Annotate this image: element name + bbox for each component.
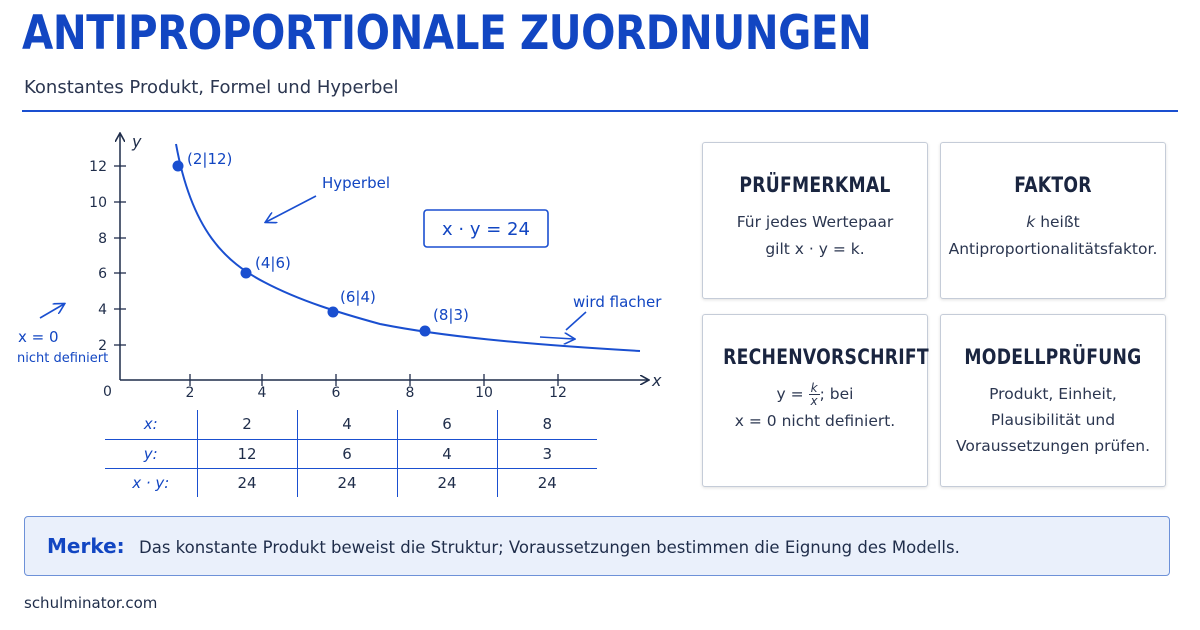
- point-label: (8|3): [433, 306, 469, 324]
- hyperbola-label: Hyperbel: [322, 174, 390, 192]
- table-cell: 8: [497, 410, 597, 439]
- table-cell: 6: [297, 439, 397, 468]
- card-pruefmerkmal: [702, 142, 928, 299]
- card-rechenvorschrift: [702, 314, 928, 487]
- undefined-arrow: [40, 304, 64, 318]
- table-cell: 4: [397, 439, 497, 468]
- y-tick-label: 10: [89, 195, 107, 211]
- card-modellpruefung: [940, 314, 1166, 487]
- card-title: MODELLPRÜFUNG: [964, 345, 1142, 369]
- card-text: [941, 381, 1165, 459]
- table-cell: 2: [197, 410, 297, 439]
- data-point: [420, 326, 431, 337]
- table-cell: 24: [397, 468, 497, 497]
- x-tick-label: 8: [405, 385, 415, 401]
- point-label: (2|12): [187, 150, 233, 168]
- table-cell: 24: [197, 468, 297, 497]
- table-row: [105, 468, 597, 497]
- card-line: Plausibilität und: [990, 411, 1116, 429]
- card-line: Voraussetzungen prüfen.: [955, 437, 1151, 455]
- x-tick-label: 4: [257, 385, 267, 401]
- card-line: gilt x · y = k.: [765, 240, 865, 258]
- card-line: Antiproportionalitätsfaktor.: [948, 240, 1158, 258]
- undefined-label: nicht definiert: [17, 351, 109, 366]
- card-text: [703, 209, 927, 263]
- table-cell: 24: [297, 468, 397, 497]
- row-label: x:: [105, 410, 197, 439]
- merke-box: [24, 516, 1170, 576]
- y-tick-label: 6: [98, 266, 107, 282]
- hyperbola-curve: [176, 144, 640, 351]
- origin-label: 0: [103, 384, 112, 400]
- card-faktor: [940, 142, 1166, 299]
- x-tick-label: 6: [331, 385, 341, 401]
- data-point: [173, 161, 184, 172]
- point-label: (4|6): [255, 254, 291, 272]
- header-divider: [22, 110, 1178, 112]
- x-tick-label: 2: [185, 385, 195, 401]
- y-tick-label: 12: [89, 159, 107, 175]
- page-title: ANTIPROPORTIONALE ZUORDNUNGEN: [22, 6, 872, 61]
- card-text: [941, 209, 1165, 263]
- card-line: Produkt, Einheit,: [989, 385, 1117, 403]
- row-label: x · y:: [132, 473, 170, 492]
- flatter-pointer: [566, 312, 586, 330]
- point-label: (6|4): [340, 288, 376, 306]
- flatter-arrow: [540, 337, 574, 339]
- y-tick-label: 4: [98, 302, 107, 318]
- footer-site: schulminator.com: [24, 594, 158, 612]
- card-title: RECHENVORSCHRIFT: [723, 345, 929, 369]
- card-line: x = 0 nicht definiert.: [734, 412, 896, 430]
- merke-text: Das konstante Produkt beweist die Struktur; Voraussetzungen bestimmen die Eignung des Modells.: [139, 538, 960, 557]
- merke-label: Merke:: [47, 534, 125, 558]
- card-title: FAKTOR: [1014, 173, 1092, 197]
- value-table: [105, 410, 597, 497]
- x-ticks: [186, 374, 567, 401]
- equation-left: y =: [776, 385, 809, 403]
- table-row: [105, 439, 597, 468]
- table-row: [105, 410, 597, 439]
- card-title: PRÜFMERKMAL: [739, 173, 891, 197]
- row-label: y:: [105, 439, 197, 468]
- hyperbola-graph: [0, 120, 690, 410]
- table-cell: 6: [397, 410, 497, 439]
- y-tick-label: 8: [98, 231, 107, 247]
- factor-variable: k: [1026, 213, 1036, 231]
- data-point: [328, 307, 339, 318]
- page-subtitle: Konstantes Produkt, Formel und Hyperbel: [24, 77, 399, 98]
- card-line: Für jedes Wertepaar: [736, 213, 894, 231]
- table-cell: 3: [497, 439, 597, 468]
- flatter-label: wird flacher: [573, 293, 662, 311]
- data-point: [241, 268, 252, 279]
- fraction-denominator: x: [810, 394, 818, 408]
- x-tick-label: 10: [475, 385, 493, 401]
- formula-text: x · y = 24: [442, 219, 530, 240]
- x-tick-label: 12: [549, 385, 567, 401]
- undefined-label: x = 0: [18, 328, 59, 346]
- fraction-numerator: k: [809, 382, 820, 395]
- card-line: heißt: [1035, 213, 1080, 231]
- y-tick-label: 2: [98, 338, 107, 354]
- table-cell: 24: [497, 468, 597, 497]
- x-axis-label: x: [652, 371, 662, 390]
- equation-right: ; bei: [819, 385, 854, 403]
- fraction: [809, 382, 820, 407]
- hyperbola-arrow: [266, 196, 316, 222]
- table-cell: 12: [197, 439, 297, 468]
- card-text: [703, 381, 927, 435]
- y-axis-label: y: [132, 132, 142, 151]
- table-cell: 4: [297, 410, 397, 439]
